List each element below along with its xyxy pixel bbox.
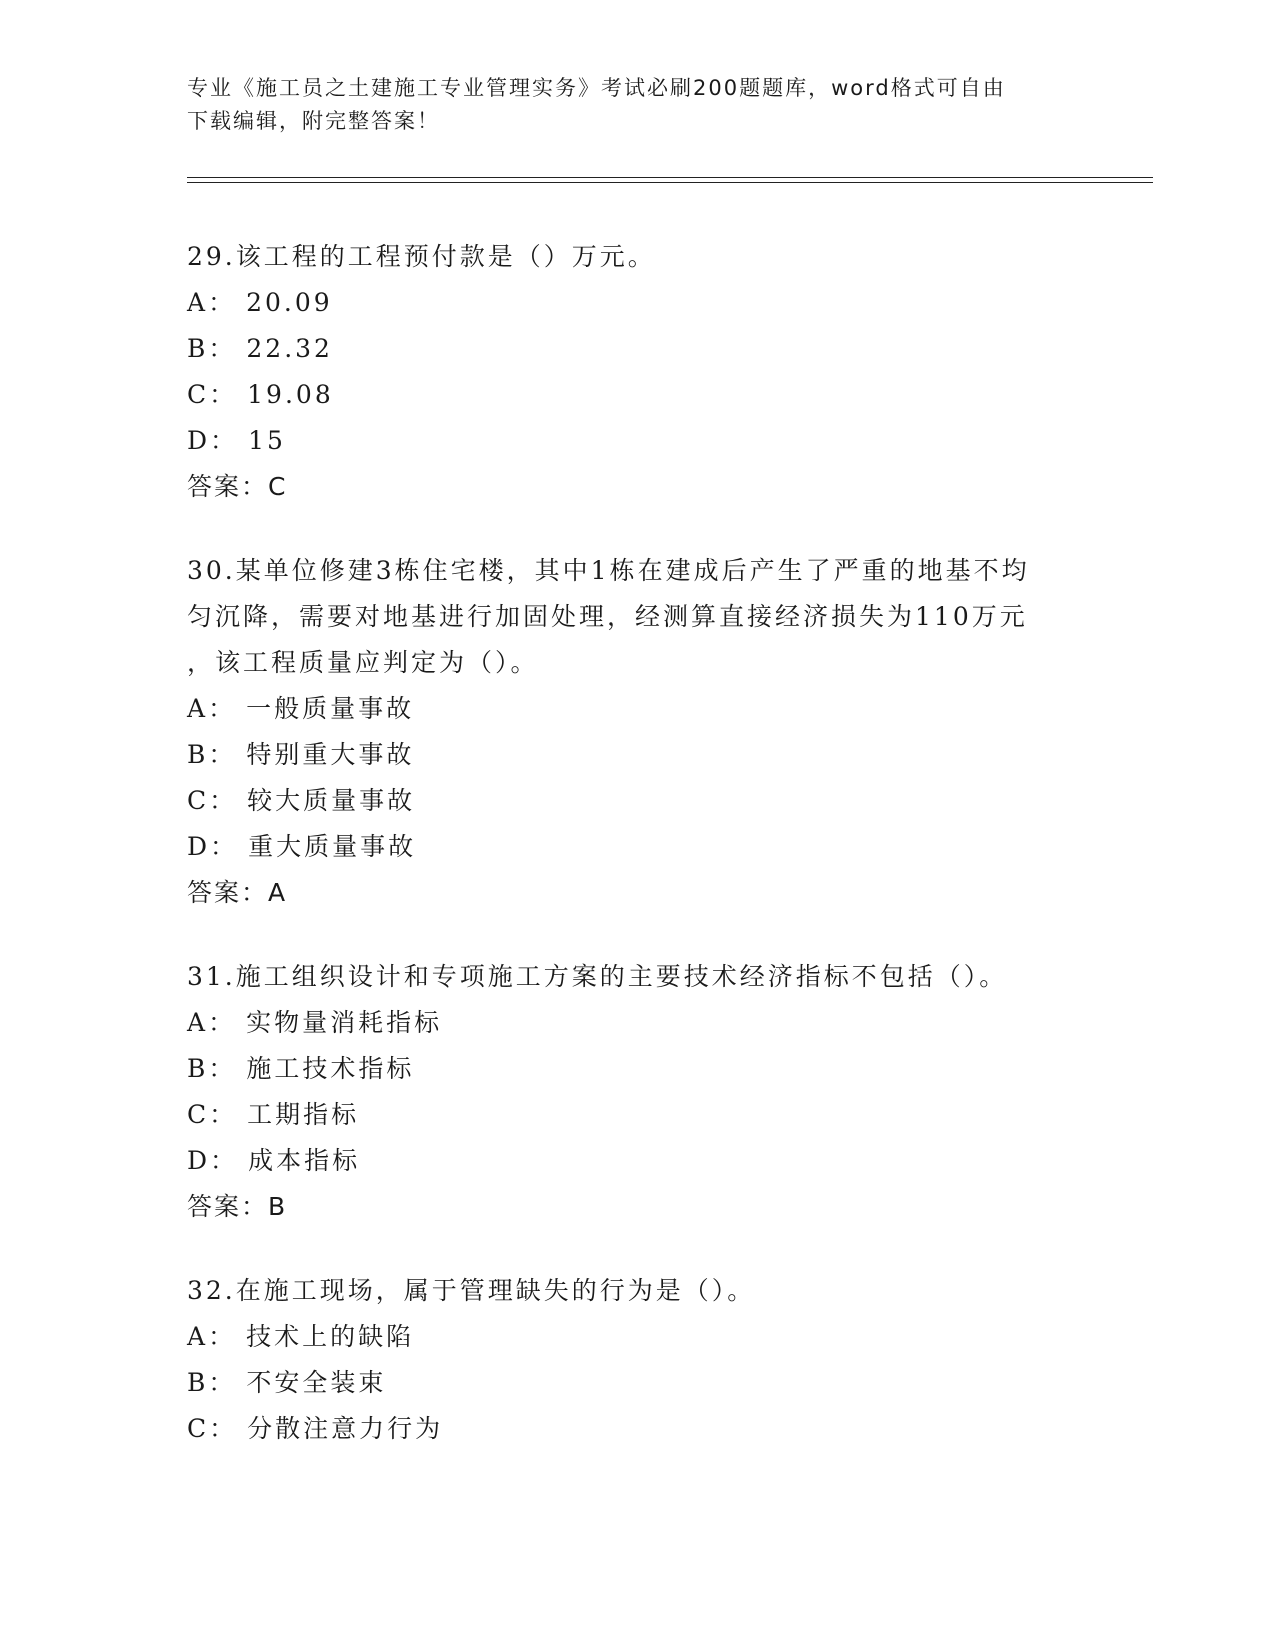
option-text: 成本指标	[248, 1146, 361, 1175]
option-separator: ：	[210, 426, 239, 455]
option-separator: ：	[209, 1414, 238, 1443]
option-b	[187, 732, 1087, 778]
option-key: A	[187, 1322, 209, 1351]
option-separator: ：	[208, 740, 237, 769]
question-stem-line: ，该工程质量应判定为（）。	[187, 648, 539, 677]
option-b	[187, 1046, 1087, 1092]
option-text: 特别重大事故	[246, 740, 415, 769]
option-key: B	[187, 740, 209, 769]
option-text: 22.32	[246, 334, 333, 363]
option-separator: ：	[210, 832, 239, 861]
option-separator: ：	[209, 786, 238, 815]
option-separator: ：	[208, 288, 237, 317]
header-divider-bottom	[187, 182, 1153, 183]
option-text: 不安全装束	[246, 1368, 387, 1397]
answer-line: 答案：C	[187, 472, 288, 501]
option-key: A	[187, 288, 209, 317]
option-text: 施工技术指标	[246, 1054, 415, 1083]
question-31	[187, 954, 1087, 1230]
option-key: A	[187, 694, 209, 723]
option-key: C	[187, 380, 210, 409]
option-key: D	[187, 1146, 211, 1175]
option-c	[187, 778, 1087, 824]
answer-line: 答案：A	[187, 878, 288, 907]
question-stem-line: 32.在施工现场，属于管理缺失的行为是（）。	[187, 1276, 756, 1305]
option-d	[187, 1138, 1087, 1184]
option-separator: ：	[208, 1368, 237, 1397]
option-separator: ：	[208, 1322, 237, 1351]
option-separator: ：	[209, 1100, 238, 1129]
option-separator: ：	[208, 1008, 237, 1037]
option-text: 工期指标	[247, 1100, 360, 1129]
option-separator: ：	[208, 1054, 237, 1083]
option-b	[187, 326, 1087, 372]
option-text: 一般质量事故	[246, 694, 415, 723]
option-separator: ：	[210, 1146, 239, 1175]
answer-line: 答案：B	[187, 1192, 288, 1221]
question-stem-line: 29.该工程的工程预付款是（）万元。	[187, 242, 656, 271]
document-header	[187, 72, 1087, 138]
header-line-1: 专业《施工员之土建施工专业管理实务》考试必刷200题题库，word格式可自由	[187, 76, 1006, 100]
question-29	[187, 234, 1087, 510]
option-key: B	[187, 1368, 209, 1397]
option-c	[187, 1092, 1087, 1138]
option-c	[187, 1406, 1087, 1452]
option-key: C	[187, 1100, 210, 1129]
option-d	[187, 824, 1087, 870]
option-text: 重大质量事故	[248, 832, 417, 861]
option-separator: ：	[209, 380, 238, 409]
option-key: D	[187, 426, 211, 455]
option-c	[187, 372, 1087, 418]
question-stem-line: 30.某单位修建3栋住宅楼，其中1栋在建成后产生了严重的地基不均	[187, 556, 1030, 585]
option-separator: ：	[208, 334, 237, 363]
question-stem-line: 31.施工组织设计和专项施工方案的主要技术经济指标不包括（）。	[187, 962, 1008, 991]
option-text: 技术上的缺陷	[246, 1322, 415, 1351]
header-divider-top	[187, 177, 1153, 178]
header-line-2: 下载编辑，附完整答案！	[187, 109, 440, 133]
option-text: 分散注意力行为	[247, 1414, 444, 1443]
option-key: C	[187, 786, 210, 815]
option-text: 较大质量事故	[247, 786, 416, 815]
option-a	[187, 1314, 1087, 1360]
option-text: 20.09	[246, 288, 333, 317]
option-a	[187, 686, 1087, 732]
option-separator: ：	[208, 694, 237, 723]
option-key: B	[187, 1054, 209, 1083]
option-text: 15	[248, 426, 286, 455]
option-text: 实物量消耗指标	[246, 1008, 443, 1037]
option-key: A	[187, 1008, 209, 1037]
option-a	[187, 1000, 1087, 1046]
option-b	[187, 1360, 1087, 1406]
option-key: C	[187, 1414, 210, 1443]
question-30	[187, 548, 1087, 916]
question-stem-line: 匀沉降，需要对地基进行加固处理，经测算直接经济损失为110万元	[187, 602, 1028, 631]
option-key: D	[187, 832, 211, 861]
option-key: B	[187, 334, 209, 363]
option-d	[187, 418, 1087, 464]
option-text: 19.08	[247, 380, 334, 409]
option-a	[187, 280, 1087, 326]
question-list	[187, 234, 1087, 1490]
question-32	[187, 1268, 1087, 1452]
